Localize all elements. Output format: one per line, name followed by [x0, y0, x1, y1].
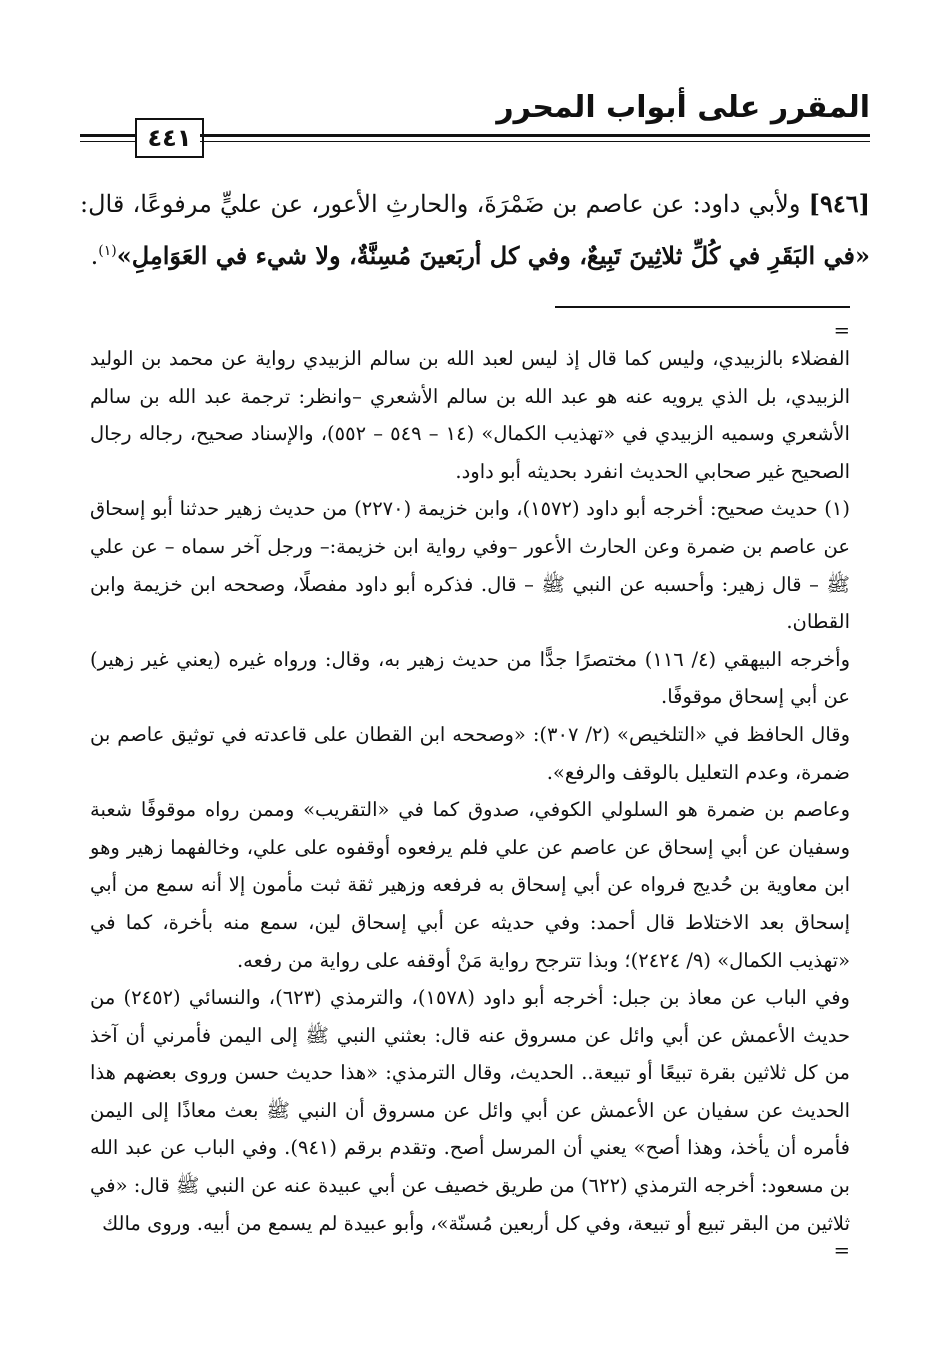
footnote-paragraph: وقال الحافظ في «التلخيص» (٢/ ٣٠٧): «وصححه ابن القطان على قاعدته في توثيق عاصم بن ضمرة، وعدم التعليل بالوقف والرفع». — [90, 722, 850, 784]
header-rule-thin — [200, 141, 870, 142]
hadith-paragraph — [80, 178, 870, 282]
hadith-number: [٩٤٦] — [808, 189, 870, 218]
page-header — [80, 88, 870, 158]
hadith-end: . — [90, 242, 99, 270]
footnote-paragraph: وأخرجه البيهقي (٤/ ١١٦) مختصرًا جدًّا من حديث زهير به، وقال: ورواه غيره (يعني غير زهير) عن أبي إسحاق موقوفًا. — [90, 647, 850, 709]
hadith-intro: قال: — [80, 190, 125, 218]
page-number: ٤٤١ — [135, 118, 204, 158]
running-title: المقرر على أبواب المحرر — [496, 90, 870, 125]
continuation-mark-top: = — [833, 319, 850, 342]
hadith-line1: ولأبي داود: عن عاصم بن ضَمْرَةَ، والحارثِ الأعور، عن عليٍّ مرفوعًا، — [132, 190, 809, 218]
header-rule — [200, 134, 870, 137]
footnote-paragraph: وفي الباب عن معاذ بن جبل: أخرجه أبو داود (١٥٧٨)، والترمذي (٦٢٣)، والنسائي (٢٤٥٢) من حديث الأعمش عن أبي وائل عن مسروق عنه قال: بعثني النبي ﷺ إلى اليمن فأمرني أن آخذ من كل ثلاثين بقرة تبيعًا أو تبيعة.. الحديث، وقال الترمذي: «هذا حديث حسن وروى بعضهم هذا الحديث عن سفيان عن الأعمش عن أبي وائل عن مسروق أن النبي ﷺ بعث معاذًا إلى اليمن فأمره أن يأخذ، وهذا أصح» يعني أن المرسل أصح. وتقدم برقم (٩٤١). وفي الباب عن عبد الله بن مسعود: أخرجه الترمذي (٦٢٢) من طريق خصيف عن أبي عبيدة عنه عن النبي ﷺ قال: «في ثلاثين من البقر تبيع أو تبيعة، وفي كل أربعين مُسنّة»، وأبو عبيدة لم يسمع من أبيه. وروى مالك — [90, 986, 850, 1235]
hadith-text — [80, 178, 870, 282]
footnote-paragraph: وعاصم بن ضمرة هو السلولي الكوفي، صدوق كما في «التقريب» وممن رواه موقوفًا شعبة وسفيان عن أبي إسحاق عن عاصم عن علي فلم يرفعوه أوقفوه على علي، وخالفهما زهير وهو ابن معاوية بن حُديج فرواه عن أبي إسحاق به فرفعه وزهير ثقة ثبت مأمون إلا أنه سمع من أبي إسحاق بعد الاختلاط قال أحمد: وفي حديثه عن أبي إسحاق لين، سمع منه بأخرة، كما في «تهذيب الكمال» (٩/ ٢٤٢٤)؛ وبذا تترجح رواية مَنْ أوقفه على رواية من رفعه. — [90, 798, 850, 972]
header-rule-left — [80, 134, 135, 137]
footnote-divider — [555, 306, 850, 308]
hadith-quote: «في البَقَرِ في كُلِّ ثلاثِينَ تَبِيعٌ، وفي كل أربَعينَ مُسِنَّةٌ، ولا شيء في العَوَامِلِ» — [116, 241, 870, 270]
footnote-paragraph: (١) حديث صحيح: أخرجه أبو داود (١٥٧٢)، وابن خزيمة (٢٢٧٠) من حديث زهير حدثنا أبو إسحاق عن عاصم بن ضمرة وعن الحارث الأعور –وفي رواية ابن خزيمة:– ورجل آخر سماه – عن علي ﷺ – قال زهير: وأحسبه عن النبي ﷺ – قال. فذكره أبو داود مفصلًا، وصححه ابن خزيمة وابن القطان. — [90, 497, 850, 634]
footnote-carryover: الفضلاء بالزبيدي، وليس كما قال إذ ليس لعبد الله بن سالم الزبيدي رواية عن محمد بن الوليد الزبيدي، بل الذي يرويه عنه هو عبد الله بن سالم الأشعري –وانظر: ترجمة عبد الله بن سالم الأشعري وسميه الزبيدي في «تهذيب الكمال» (١٤ – ٥٤٩ – ٥٥٢)، والإسناد صحيح، رجاله رجال الصحيح غير صحابي الحديث انفرد بحديثه أبو داود. — [90, 347, 850, 483]
footnote-reference[interactable]: (١) — [98, 243, 117, 259]
header-rule-left-thin — [80, 141, 135, 142]
footnotes — [90, 319, 850, 1263]
continuation-mark-bottom: = — [833, 1239, 850, 1263]
